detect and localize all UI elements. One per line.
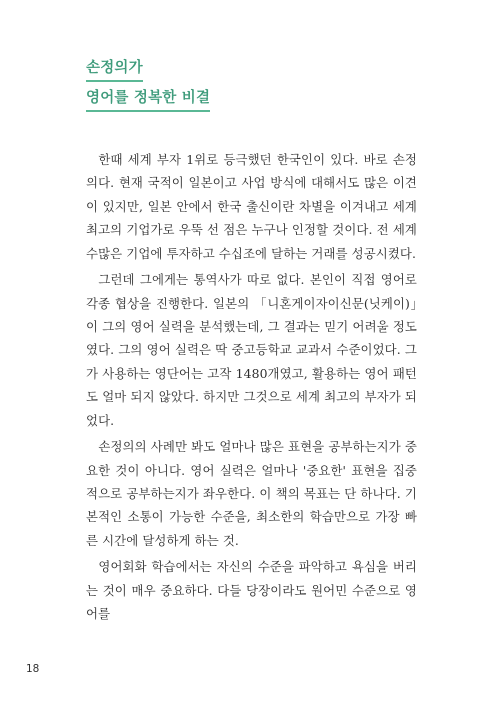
- page-number: 18: [26, 663, 40, 675]
- paragraph-2: 그런데 그에게는 통역사가 따로 없다. 본인이 직접 영어로 각종 협상을 진행한다. 일본의 「니혼게이자이신문(닛케이)」이 그의 영어 실력을 분석했는데, 그 결과는 믿기 어려울 정도였다. 그의 영어 실력은 딱 중고등학교 교과서 수준이었다. 그가 사용하는 영단어는 고작 1480개였고, 활용하는 영어 패턴도 얼마 되지 않았다. 하지만 그것으로 세계 최고의 부자가 되었다.: [86, 272, 417, 428]
- paragraph-3: 손정의의 사례만 봐도 얼마나 많은 표현을 공부하는지가 중요한 것이 아니다. 영어 실력은 얼마나 '중요한' 표현을 집중적으로 공부하는지가 좌우한다. 이 책의 목표는 단 하나다. 기본적인 소통이 가능한 수준을, 최소한의 학습만으로 가장 빠른 시간에 달성하게 하는 것.: [86, 439, 417, 548]
- heading-line-1: [86, 58, 426, 82]
- paragraph-4: 영어회화 학습에서는 자신의 수준을 파악하고 욕심을 버리는 것이 매우 중요하다. 다들 당장이라도 원어민 수준으로 영어를: [86, 559, 417, 622]
- section-heading: [86, 58, 426, 112]
- paragraph-1: 한때 세계 부자 1위로 등극했던 한국인이 있다. 바로 손정의다. 현재 국적이 일본이고 사업 방식에 대해서도 많은 이견이 있지만, 일본 안에서 한국 출신이란 차별을 이겨내고 세계 최고의 기업가로 우뚝 선 점은 누구나 인정할 것이다. 전 세계 수많은 기업에 투자하고 수십조에 달하는 거래를 성공시켰다.: [86, 152, 417, 261]
- heading-line-2: [86, 88, 426, 112]
- heading-line-1-text: 손정의가: [86, 58, 143, 82]
- body-text: [86, 148, 417, 629]
- heading-line-2-text: 영어를 정복한 비결: [86, 88, 210, 112]
